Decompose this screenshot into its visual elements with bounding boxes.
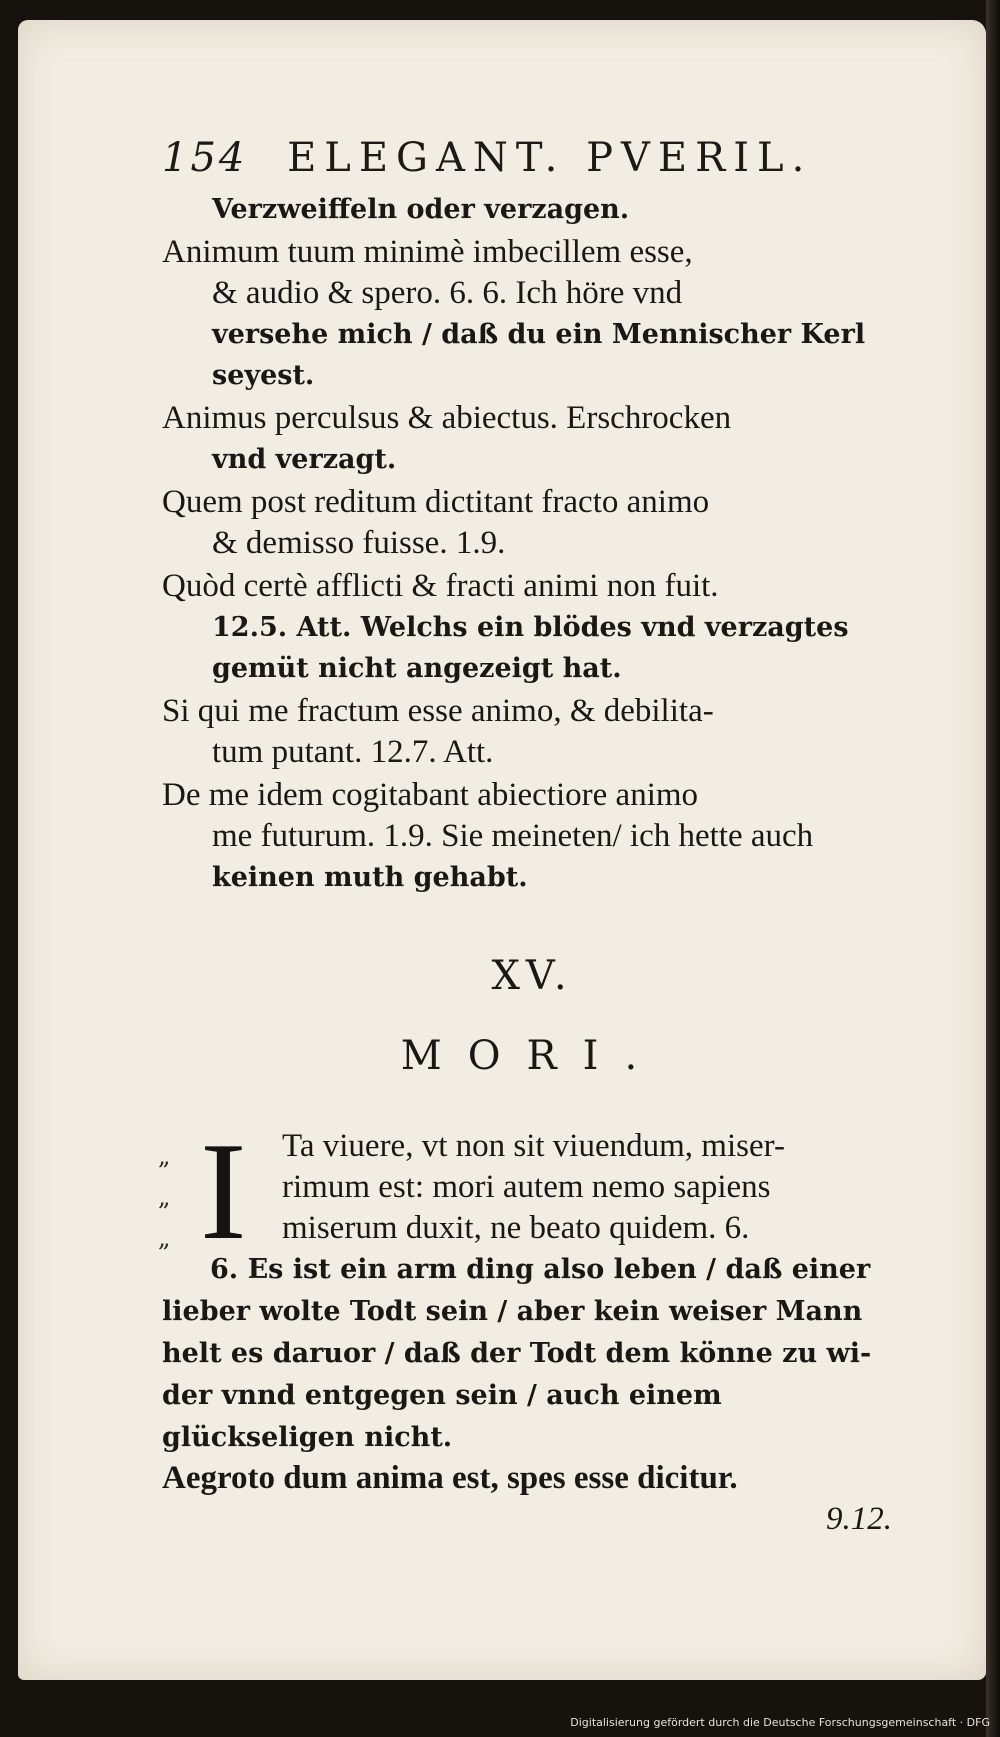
entry-line: me futurum. 1.9. Sie meineten/ ich hette auch bbox=[212, 818, 814, 854]
entry bbox=[162, 482, 902, 564]
entry-line: gemüt nicht angezeigt hat. bbox=[212, 653, 622, 684]
entry-line: seyest. bbox=[212, 360, 315, 391]
quote-marks bbox=[158, 1136, 188, 1259]
paragraph-line: miserum duxit, ne beato quidem. 6. bbox=[282, 1210, 750, 1246]
quote-mark: „ bbox=[158, 1142, 171, 1170]
entry-line: Aegroto dum anima est, spes esse dicitur. bbox=[162, 1460, 738, 1496]
entry-line: versehe mich / daß du ein Mennischer Kerl bbox=[212, 319, 866, 350]
page-number: 154 bbox=[162, 135, 248, 181]
entry-line: vnd verzagt. bbox=[212, 444, 397, 475]
entry bbox=[162, 775, 902, 898]
entry-line: Animus perculsus & abiectus. Erschrocken bbox=[162, 400, 732, 436]
quote-mark: „ bbox=[158, 1224, 171, 1252]
entry-line: & audio & spero. 6. 6. Ich höre vnd bbox=[212, 275, 683, 311]
section-number: XV. bbox=[491, 953, 573, 999]
entry bbox=[162, 398, 902, 480]
entry-line: Quòd certè afflicti & fracti animi non fuit. bbox=[162, 568, 719, 604]
drop-cap: I bbox=[200, 1114, 247, 1269]
paragraph-line: 6. Es ist ein arm ding also leben / daß einer bbox=[210, 1254, 871, 1285]
quote-mark: „ bbox=[158, 1183, 171, 1211]
paragraph-line: helt es daruor / daß der Todt dem könne zu wi- bbox=[162, 1338, 872, 1369]
entry-continuation bbox=[162, 188, 902, 230]
paragraph-line: rimum est: mori autem nemo sapiens bbox=[282, 1169, 771, 1205]
page-header bbox=[162, 135, 882, 181]
entry bbox=[162, 232, 902, 396]
entry bbox=[162, 691, 902, 773]
entry-line: keinen muth gehabt. bbox=[212, 862, 528, 893]
entry-line: 12.5. Att. Welchs ein blödes vnd verzagtes bbox=[212, 612, 849, 643]
section-title: MORI. bbox=[400, 1033, 664, 1079]
entry-line: De me idem cogitabant abiectiore animo bbox=[162, 777, 699, 813]
entry-line: Animum tuum minimè imbecillem esse, bbox=[162, 234, 693, 270]
paragraph-line: lieber wolte Todt sein / aber kein weiser Mann bbox=[162, 1296, 863, 1327]
paragraph-line: Ta viuere, vt non sit viuendum, miser- bbox=[282, 1128, 785, 1164]
entry-reference: 9.12. bbox=[826, 1501, 892, 1537]
paragraph-line: der vnnd entgegen sein / auch einem glückseligen bbox=[162, 1380, 722, 1453]
entry bbox=[162, 566, 902, 689]
entry-line: Quem post reditum dictitant fracto animo bbox=[162, 484, 710, 520]
running-head: ELEGANT. PVERIL. bbox=[287, 135, 813, 181]
page-body bbox=[158, 188, 902, 1542]
entry bbox=[162, 1458, 902, 1540]
entry-line: Verzweiffeln oder verzagen. bbox=[212, 194, 630, 225]
section-paragraph bbox=[158, 1114, 902, 1458]
entry-line: & demisso fuisse. 1.9. bbox=[212, 525, 506, 561]
entry-line: Si qui me fractum esse animo, & debilita- bbox=[162, 693, 714, 729]
digitization-credit: Digitalisierung gefördert durch die Deutsche Forschungsgemeinschaft · DFG bbox=[570, 1716, 990, 1729]
paragraph-line: nicht. bbox=[364, 1422, 453, 1453]
entry-line: tum putant. 12.7. Att. bbox=[212, 734, 494, 770]
page-fold bbox=[986, 0, 1000, 1737]
